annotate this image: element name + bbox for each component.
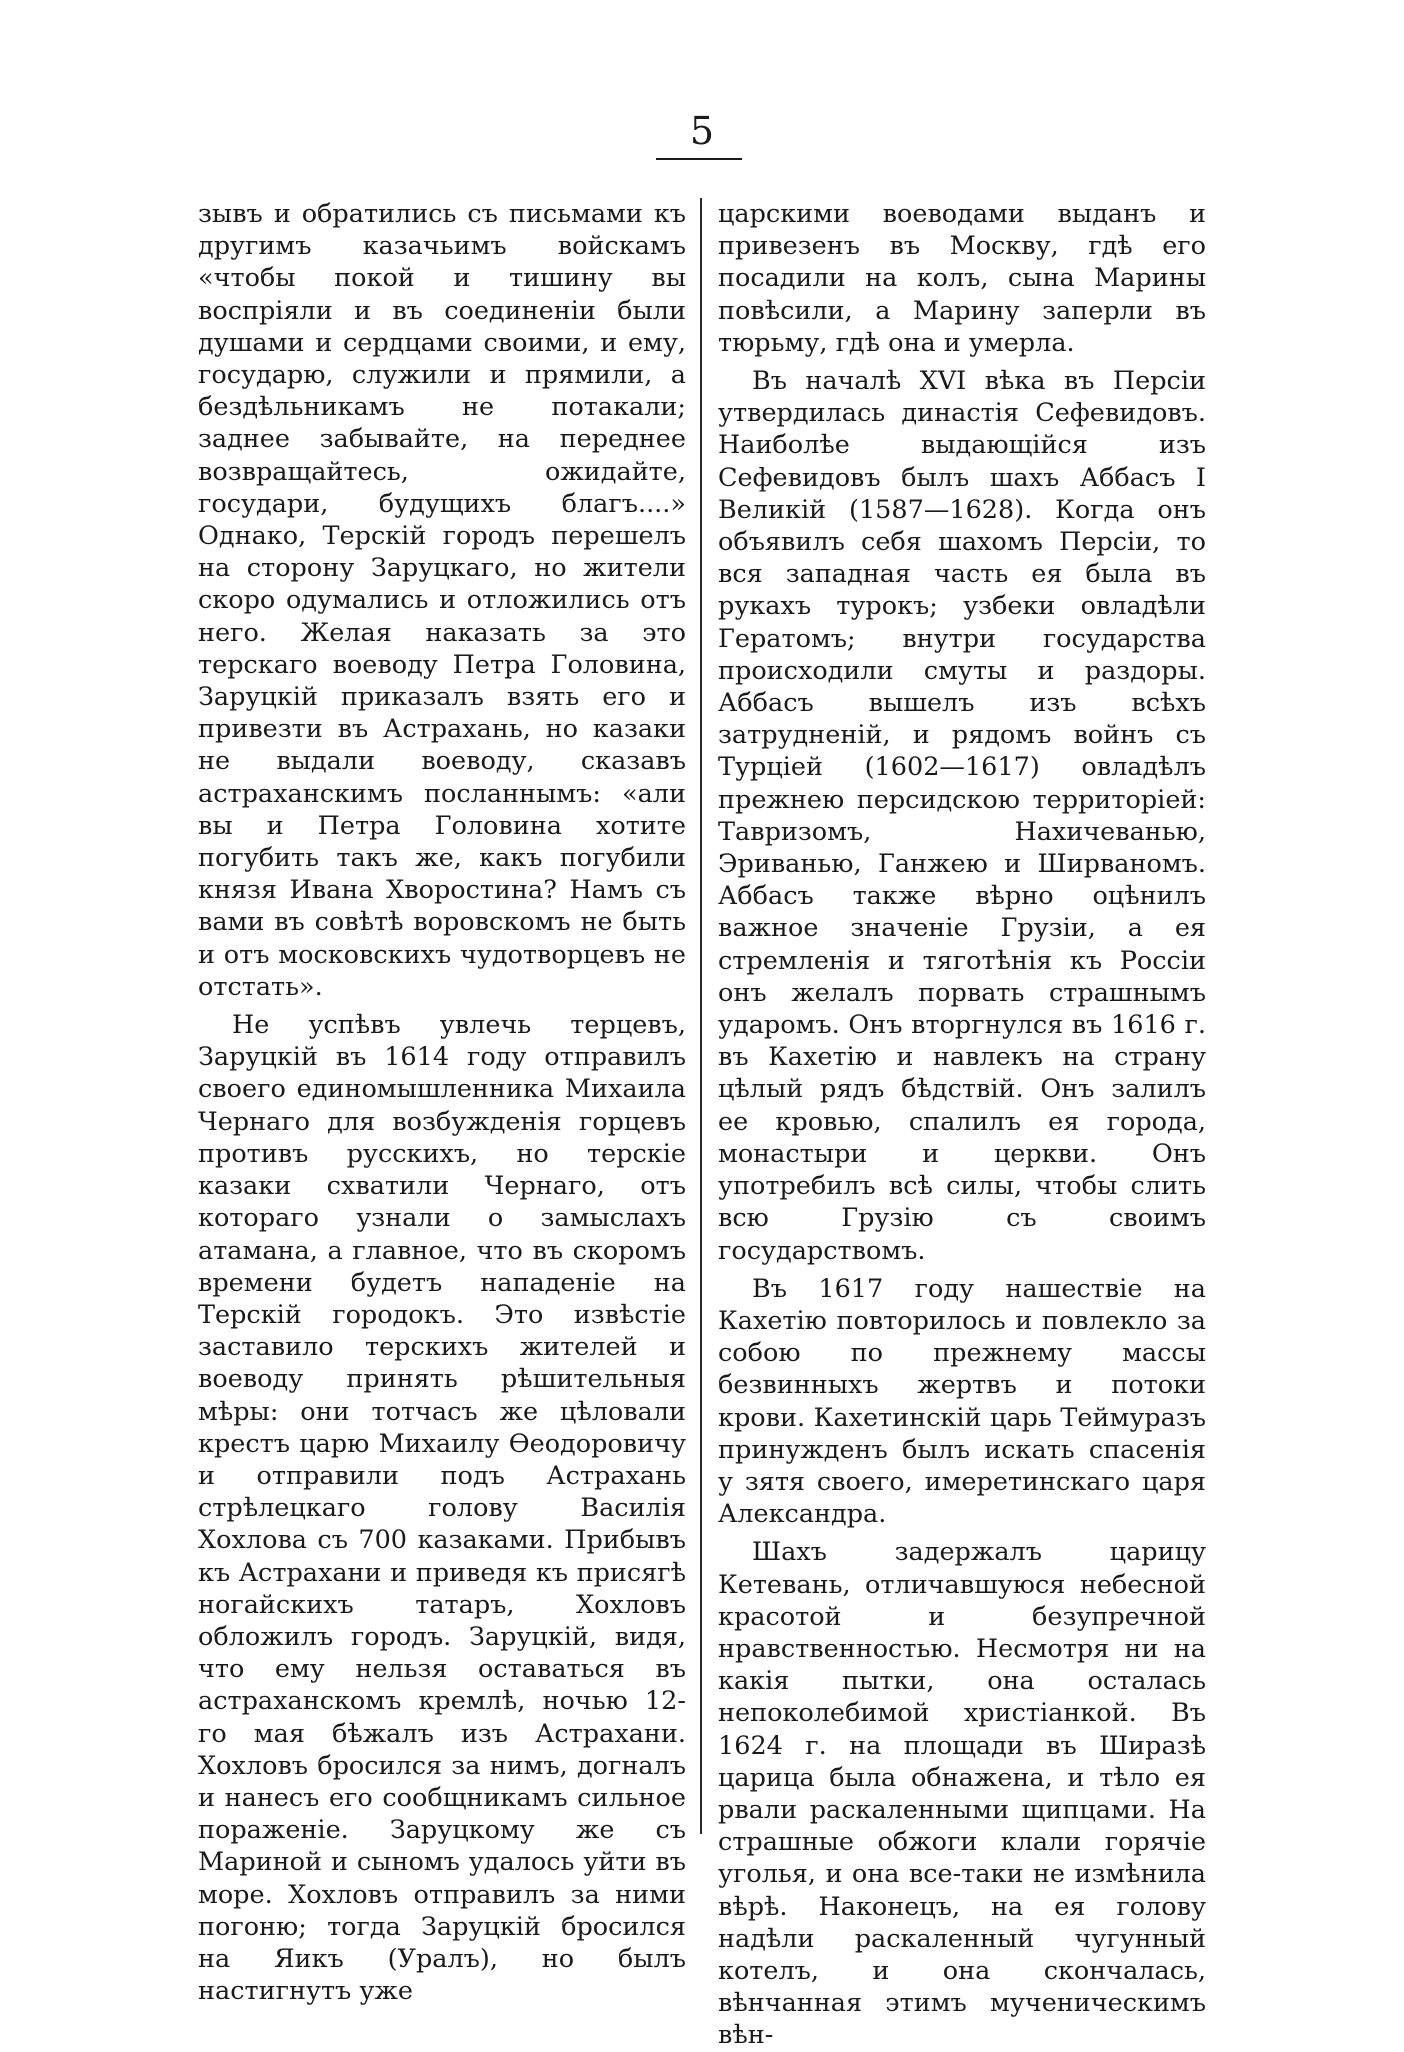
right-column [718,198,1206,2052]
column-divider [700,198,702,1834]
paragraph: Въ началѣ XVI вѣка въ Персіи утвердилась династія Сефевидовъ. Наиболѣе выдающійся изъ Сефевидовъ былъ шахъ Аббасъ I Великій (1587—1628). Когда онъ объявилъ себя шахомъ Персіи, то вся западная часть ея была въ рукахъ турокъ; узбеки овладѣли Гератомъ; внутри государства происходили смуты и раздоры. Аббасъ вышелъ изъ всѣхъ затрудненій, и рядомъ войнъ съ Турціей (1602—1617) овладѣлъ прежнею персидскою территоріей: Тавризомъ, Нахичеванью, Эриванью, Ганжею и Ширваномъ. Аббасъ также вѣрно оцѣнилъ важное значеніе Грузіи, а ея стремленія и тяготѣнія къ Россіи онъ желалъ порвать страшнымъ ударомъ. Онъ вторгнулся въ 1616 г. въ Кахетію и навлекъ на страну цѣлый рядъ бѣдствій. Онъ залилъ ее кровью, спалилъ ея города, монастыри и церкви. Онъ употребилъ всѣ силы, чтобы слить всю Грузію съ своимъ государствомъ. [718,366,1206,1266]
left-column [198,198,686,2007]
page-number-rule [656,158,742,160]
paragraph-continued: зывъ и обратились съ письмами къ другимъ казачьимъ войскамъ «чтобы покой и тишину вы воспріяли и въ соединеніи были душами и сердцами своими, и ему, государю, служили и прямили, а бездѣльникамъ не потакали; заднее забывайте, на переднее возвращайтесь, ожидайте, государи, будущихъ благъ....» Однако, Терскій городъ перешелъ на сторону Заруцкаго, но жители скоро одумались и отложились отъ него. Желая наказать за это терскаго воеводу Петра Головина, Заруцкій приказалъ взять его и привезти въ Астрахань, но казаки не выдали воеводу, сказавъ астраханскимъ посланнымъ: «али вы и Петра Головина хотите погубить такъ же, какъ погубили князя Ивана Хворостина? Намъ съ вами въ совѣтѣ воровскомъ не быть и отъ московскихъ чудотворцевъ не отстать». [198,199,686,1002]
page-number: 5 [689,109,715,153]
paragraph-continued: царскими воеводами выданъ и привезенъ въ Москву, гдѣ его посадили на колъ, сына Марины повѣсили, а Марину заперли въ тюрьму, гдѣ она и умерла. [718,199,1206,358]
paragraph: Шахъ задержалъ царицу Кетевань, отличавшуюся небесной красотой и безупречной нравственностью. Несмотря ни на какія пытки, она осталась непоколебимой христіанкой. Въ 1624 г. на площади въ Ширазѣ царица была обнажена, и тѣло ея рвали раскаленными щипцами. На страшные обжоги клали горячіе уголья, и она все-таки не измѣнила вѣрѣ. Наконецъ, на ея голову надѣли раскаленный чугунный котелъ, и она скончалась, вѣнчанная этимъ мученическимъ вѣн- [718,1537,1206,2051]
paragraph: Не успѣвъ увлечь терцевъ, Заруцкій въ 1614 году отправилъ своего единомышленника Михаила Чернаго для возбужденія горцевъ противъ русскихъ, но терскіе казаки схватили Чернаго, отъ котораго узнали о замыслахъ атамана, а главное, что въ скоромъ времени будетъ нападеніе на Терскій городокъ. Это извѣстіе заставило терскихъ жителей и воеводу принять рѣшительныя мѣры: они тотчасъ же цѣловали крестъ царю Михаилу Ѳеодоровичу и отправили подъ Астрахань стрѣлецкаго голову Василія Хохлова съ 700 казаками. Прибывъ къ Астрахани и приведя къ присягѣ ногайскихъ татаръ, Хохловъ обложилъ городъ. Заруцкій, видя, что ему нельзя оставаться въ астраханскомъ кремлѣ, ночью 12-го мая бѣжалъ изъ Астрахани. Хохловъ бросился за нимъ, догналъ и нанесъ его сообщникамъ сильное пораженіе. Заруцкому же съ Мариной и сыномъ удалось уйти въ море. Хохловъ отправилъ за ними погоню; тогда Заруцкій бросился на Яикъ (Уралъ), но былъ настигнутъ уже [198,1010,686,2007]
paragraph: Въ 1617 году нашествіе на Кахетію повторилось и повлекло за собою по прежнему массы безвинныхъ жертвъ и потоки крови. Кахетинскій царь Теймуразъ принужденъ былъ искать спасенія у зятя своего, имеретинскаго царя Александра. [718,1273,1206,1530]
